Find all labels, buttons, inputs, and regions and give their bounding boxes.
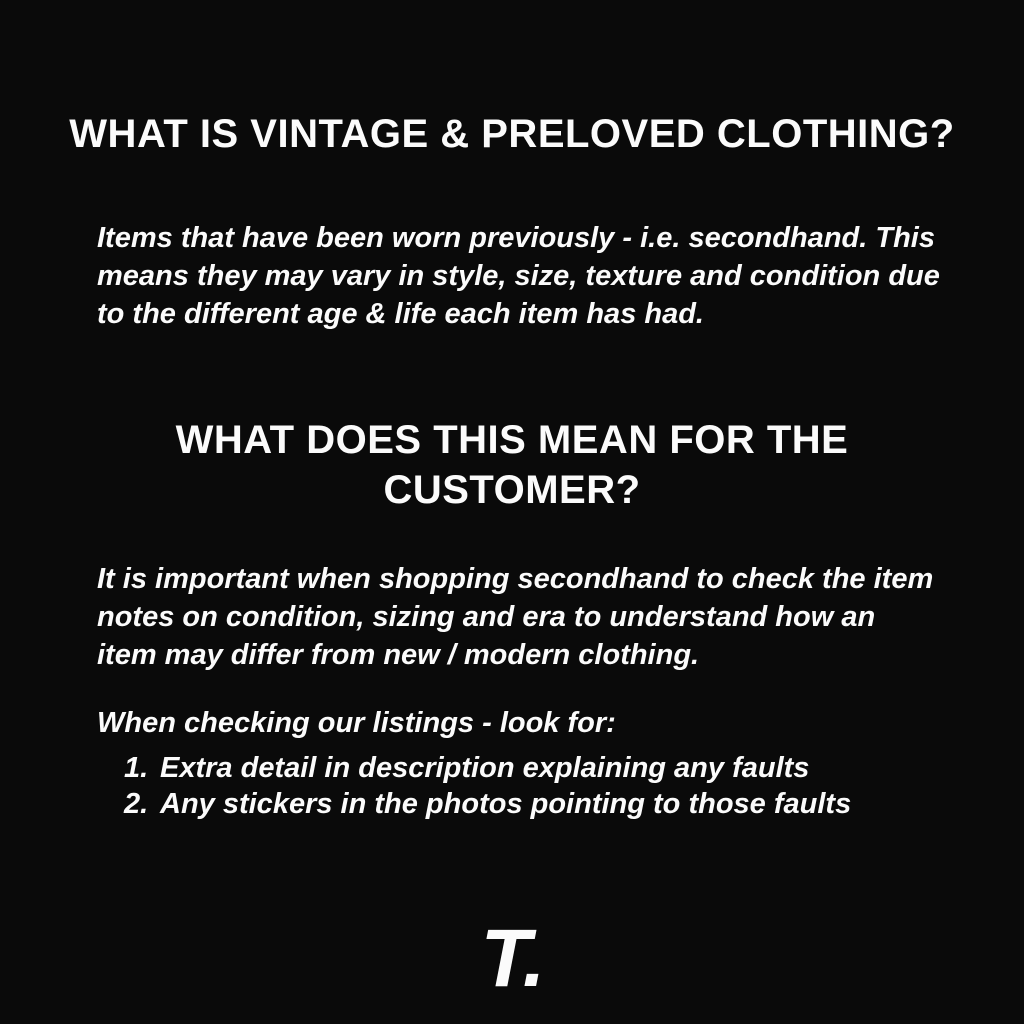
secondary-heading-line-1: WHAT DOES THIS MEAN FOR THE xyxy=(175,418,849,463)
secondary-heading-line-2: CUSTOMER? xyxy=(383,468,641,513)
list-item-number: 1. xyxy=(124,752,149,784)
list-item-text: Extra detail in description explaining any faults xyxy=(160,752,810,784)
list-item xyxy=(124,750,944,786)
secondary-heading xyxy=(0,415,1024,515)
customer-paragraph: It is important when shopping secondhand to check the item notes on condition, sizing and era to understand how an item may differ from new / modern clothing. xyxy=(97,563,934,671)
list-item-number: 2. xyxy=(124,788,149,820)
brand-logo: T. xyxy=(480,913,544,1004)
intro-paragraph: Items that have been worn previously - i.e. secondhand. This means they may vary in style, size, texture and condition due to the different age & life each item has had. xyxy=(97,222,940,330)
list-lead-in: When checking our listings - look for: xyxy=(97,707,616,739)
list-item-text: Any stickers in the photos pointing to those faults xyxy=(160,788,852,820)
list-item xyxy=(124,786,944,822)
checklist xyxy=(124,750,944,822)
main-heading: WHAT IS VINTAGE & PRELOVED CLOTHING? xyxy=(69,111,955,156)
